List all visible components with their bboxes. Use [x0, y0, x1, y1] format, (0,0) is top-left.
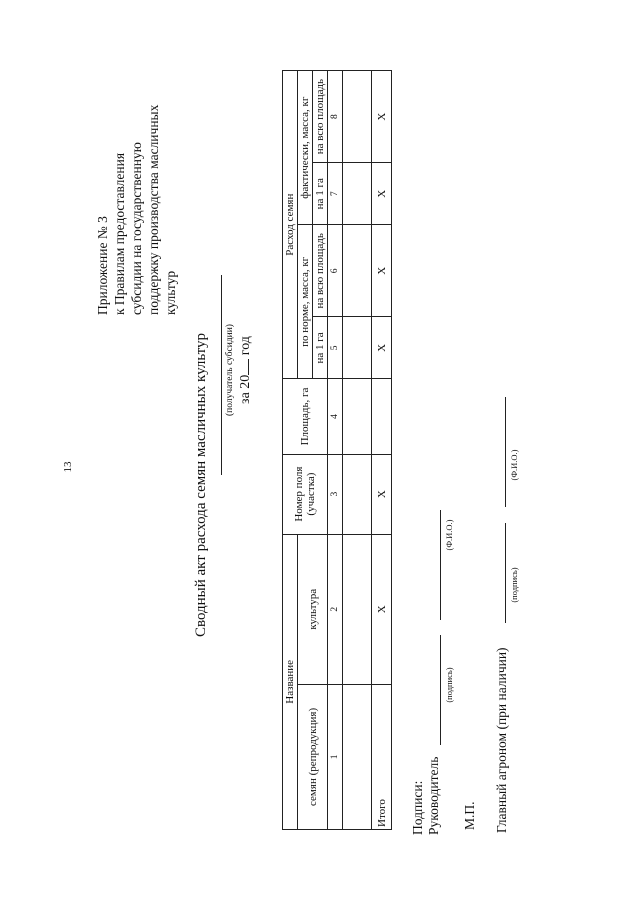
document-title: Сводный акт расхода семян масличных культур: [193, 332, 209, 638]
signatures-label: Подписи:: [410, 780, 425, 835]
header-all-area: на всю площадь: [313, 71, 328, 163]
recipient-underline: [221, 275, 222, 475]
column-number: 3: [328, 454, 343, 534]
total-row: [372, 71, 392, 830]
column-number: 5: [328, 317, 343, 379]
year-blank: [238, 359, 249, 375]
head-fio-caption: (Ф.И.О.): [444, 519, 454, 551]
column-number: 4: [328, 379, 343, 454]
header-consumption: Расход семян: [283, 71, 298, 379]
appendix-line: культур: [163, 270, 178, 315]
recipient-caption: (получатель субсидии): [225, 324, 235, 416]
header-culture: культура: [298, 534, 328, 684]
header-area: Площадь, га: [283, 379, 328, 454]
appendix-line: Приложение № 3: [95, 216, 110, 315]
column-number: 2: [328, 534, 343, 684]
header-per-ha: на 1 га: [313, 317, 328, 379]
header-all-area: на всю площадь: [313, 225, 328, 317]
agronomist-fio-caption: (Ф.И.О.): [509, 449, 519, 481]
appendix-line: к Правилам предоставления: [112, 152, 127, 315]
head-signature-line: [440, 635, 441, 745]
appendix-line: поддержку производства масличных: [146, 104, 161, 315]
column-number: 6: [328, 225, 343, 317]
agronomist-label: Главный агроном (при наличии): [494, 647, 509, 833]
header-name: Название: [283, 534, 298, 829]
x-mark: X: [372, 163, 392, 225]
header-seeds: семян (репродукция): [298, 684, 328, 829]
appendix-block: [94, 85, 179, 315]
x-mark: X: [372, 225, 392, 317]
x-mark: X: [372, 454, 392, 534]
year-suffix: год: [238, 336, 253, 356]
agronomist-signature-line: [505, 523, 506, 623]
agronomist-fio-line: [505, 397, 506, 507]
head-fio-line: [440, 510, 441, 620]
table-row: [343, 71, 372, 830]
agronomist-sign-caption: (подпись): [509, 567, 519, 603]
head-sign-caption: (подпись): [444, 667, 454, 703]
column-number: 8: [328, 71, 343, 163]
appendix-line: субсидии на государственную: [129, 142, 144, 315]
year-line: [238, 275, 254, 465]
header-per-ha: на 1 га: [313, 163, 328, 225]
total-label: Итого: [372, 684, 392, 829]
column-number: 7: [328, 163, 343, 225]
year-prefix: за 20: [238, 374, 253, 404]
seed-consumption-table: [282, 70, 392, 830]
head-label: Руководитель: [426, 756, 441, 835]
seal-label: М.П.: [462, 801, 477, 830]
header-norm: по норме, масса, кг: [298, 225, 313, 379]
header-actual: фактически, масса, кг: [298, 71, 313, 225]
column-number: 1: [328, 684, 343, 829]
x-mark: X: [372, 71, 392, 163]
header-field: Номер поля (участка): [283, 454, 328, 534]
x-mark: X: [372, 317, 392, 379]
page-number: 13: [62, 461, 74, 473]
x-mark: X: [372, 534, 392, 684]
